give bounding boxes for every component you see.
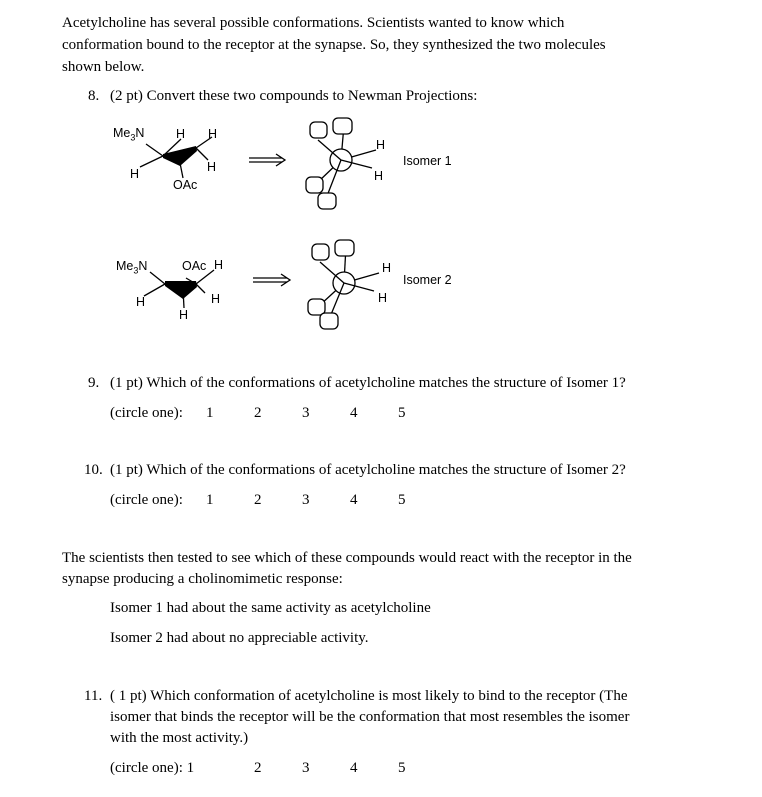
q11-circle-label: (circle one): 1 [110,760,195,776]
newman-1 [306,118,376,209]
q10-number: 10. [84,462,103,478]
q9-choice-3[interactable]: 3 [302,405,310,421]
results-line-2: synapse producing a cholinomimetic response: [62,571,343,587]
m1-newman-h-lower: H [374,169,384,183]
q11-line-1: ( 1 pt) Which conformation of acetylcholine is most likely to bind to the receptor (The [110,688,628,704]
q8-text: (2 pt) Convert these two compounds to Newman Projections: [110,88,478,104]
q11-choice-3[interactable]: 3 [302,760,310,776]
q8-number: 8. [88,88,100,104]
intro-line-3: shown below. [62,59,145,75]
m2-h-top-right: H [214,258,224,272]
q9-choice-2[interactable]: 2 [254,405,262,421]
q9-choice-5[interactable]: 5 [398,405,406,421]
m1-h-left: H [130,167,140,181]
q9-choice-4[interactable]: 4 [350,405,358,421]
q11-choice-5[interactable]: 5 [398,760,406,776]
result-isomer-2: Isomer 2 had about no appreciable activity. [110,630,369,646]
m1-newman-h-upper: H [376,138,386,152]
m2-newman-h-upper: H [382,261,392,275]
m1-me3n-label: $Me_3N$ [113,126,145,143]
reaction-arrow-1 [249,154,285,166]
q11-choice-4[interactable]: 4 [350,760,358,776]
m1-h-top-left: H [176,127,186,141]
q9-text: (1 pt) Which of the conformations of acetylcholine matches the structure of Isomer 1? [110,375,626,391]
isomer-1-label: Isomer 1 [403,154,452,168]
q11-choice-2[interactable]: 2 [254,760,262,776]
q10-choice-3[interactable]: 3 [302,492,310,508]
q10-choice-2[interactable]: 2 [254,492,262,508]
q10-choice-1[interactable]: 1 [206,492,214,508]
sawhorse-2-wedge [165,281,197,299]
results-line-1: The scientists then tested to see which of these compounds would react with the receptor in the [62,550,632,566]
q10-circle-label: (circle one): [110,492,183,508]
q9-number: 9. [88,375,100,391]
m1-h-right: H [207,160,217,174]
q9-choice-1[interactable]: 1 [206,405,214,421]
m1-oac-label: OAc [173,178,198,192]
q9-circle-label: (circle one): [110,405,183,421]
newman-2 [308,240,379,329]
q11-line-2: isomer that binds the receptor will be the conformation that most resembles the isomer [110,709,630,725]
q10-choice-5[interactable]: 5 [398,492,406,508]
m1-h-top-right: H [208,127,218,141]
q11-number: 11. [84,688,103,704]
reaction-arrow-2 [253,274,290,286]
m2-h-right: H [211,292,221,306]
sawhorse-1-wedge [163,146,197,166]
q11-line-3: with the most activity.) [110,730,249,746]
intro-line-2: conformation bound to the receptor at the synapse. So, they synthesized the two molecules [62,37,606,53]
intro-line-1: Acetylcholine has several possible conformations. Scientists wanted to know which [62,15,565,31]
m2-oac-label: OAc [182,259,207,273]
m2-me3n-label: $Me_3N$ [116,259,148,276]
q10-choice-4[interactable]: 4 [350,492,358,508]
m2-h-left: H [136,295,146,309]
m2-newman-h-lower: H [378,291,388,305]
q10-text: (1 pt) Which of the conformations of acetylcholine matches the structure of Isomer 2? [110,462,626,478]
result-isomer-1: Isomer 1 had about the same activity as acetylcholine [110,600,431,616]
m2-h-bottom: H [179,308,189,322]
isomer-2-label: Isomer 2 [403,273,452,287]
